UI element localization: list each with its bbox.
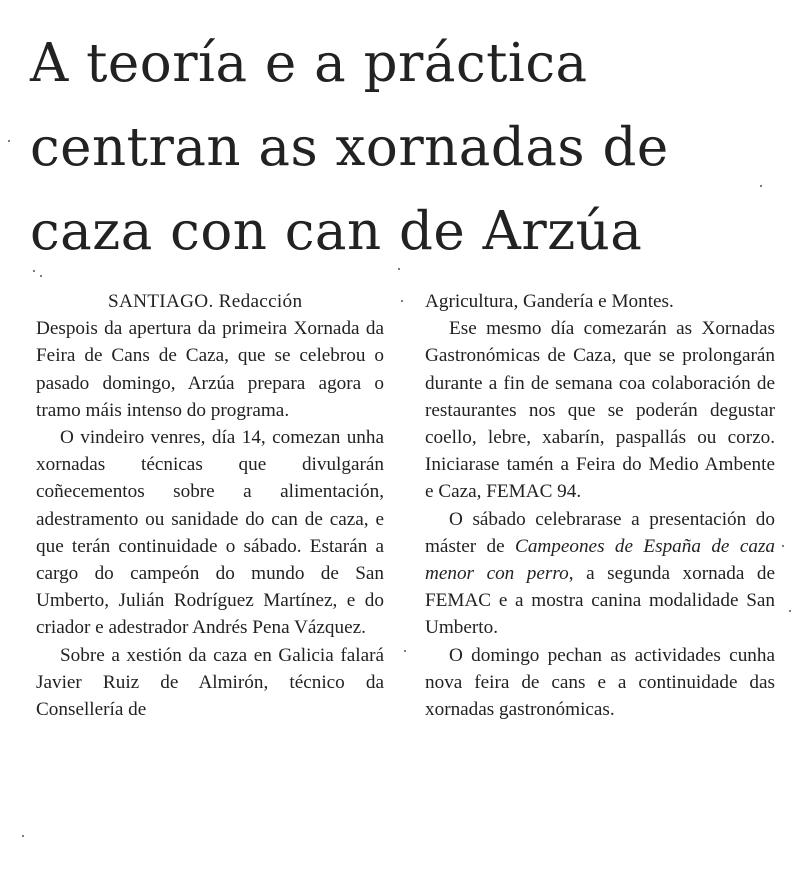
- paragraph-3: Sobre a xestión da caza en Galicia falará Javier Ruiz de Almirón, técnico da Consellería de: [36, 644, 384, 721]
- headline-line-1: A teoría e a práctica: [30, 33, 588, 94]
- paragraph-6-end: , a segunda xornada de FEMAC e a mostra canina modalidade San Umberto.: [425, 563, 775, 639]
- headline-line-2: centran as xornadas de: [30, 117, 669, 178]
- scan-speck: [404, 650, 406, 652]
- scan-speck: [8, 140, 10, 142]
- paragraph-1: Despois da apertura da primeira Xornada da Feira de Cans de Caza, que se celebrou o pasado domingo, Arzúa prepara agora o tramo máis intenso do programa.: [36, 318, 384, 421]
- scan-speck: [33, 270, 35, 272]
- left-column: [36, 288, 384, 723]
- dateline-paragraph: [36, 288, 384, 315]
- paragraph-6-italic: Campeones de España de caza menor con perro: [425, 535, 775, 585]
- paragraph-4: Agricultura, Gandería e Montes.: [425, 291, 674, 312]
- scan-speck: [22, 835, 24, 837]
- scan-speck: [40, 275, 42, 277]
- scan-speck: [789, 610, 791, 612]
- scan-speck: [760, 185, 762, 187]
- paragraph-7: O domingo pechan as actividades cunha nova feira de cans e a continuidade das xornadas gastronómicas.: [425, 644, 775, 721]
- paragraph-6-start: O sábado celebrarase a presentación do máster de: [425, 508, 775, 557]
- paragraph-5: Ese mesmo día comezarán as Xornadas Gastronómicas de Caza, que se prolongarán durante a fin de semana coa colaboración de restaurantes nos que se poderán degustar coello, lebre, xabarín, paspallás ou corzo. Iniciarase tamén a Feira do Medio Ambente e Caza, FEMAC 94.: [425, 318, 775, 503]
- headline: [30, 22, 790, 274]
- right-column: [425, 288, 775, 723]
- scan-speck: [398, 268, 400, 270]
- headline-line-3: caza con can de Arzúa: [30, 201, 643, 262]
- dateline: SANTIAGO. Redacción: [108, 291, 303, 312]
- scan-speck: [782, 545, 784, 547]
- paragraph-2: O vindeiro venres, día 14, comezan unha xornadas técnicas que divulgarán coñecementos sobre a alimentación, adestramento ou sanidade do can de caza, e que terán continuidade o sábado. Estarán a cargo do campeón do mundo de San Umberto, Julián Rodríguez Martínez, e do criador e adestrador Andrés Pena Vázquez.: [36, 427, 384, 639]
- paragraph-6: [425, 506, 775, 642]
- scan-speck: [401, 300, 403, 302]
